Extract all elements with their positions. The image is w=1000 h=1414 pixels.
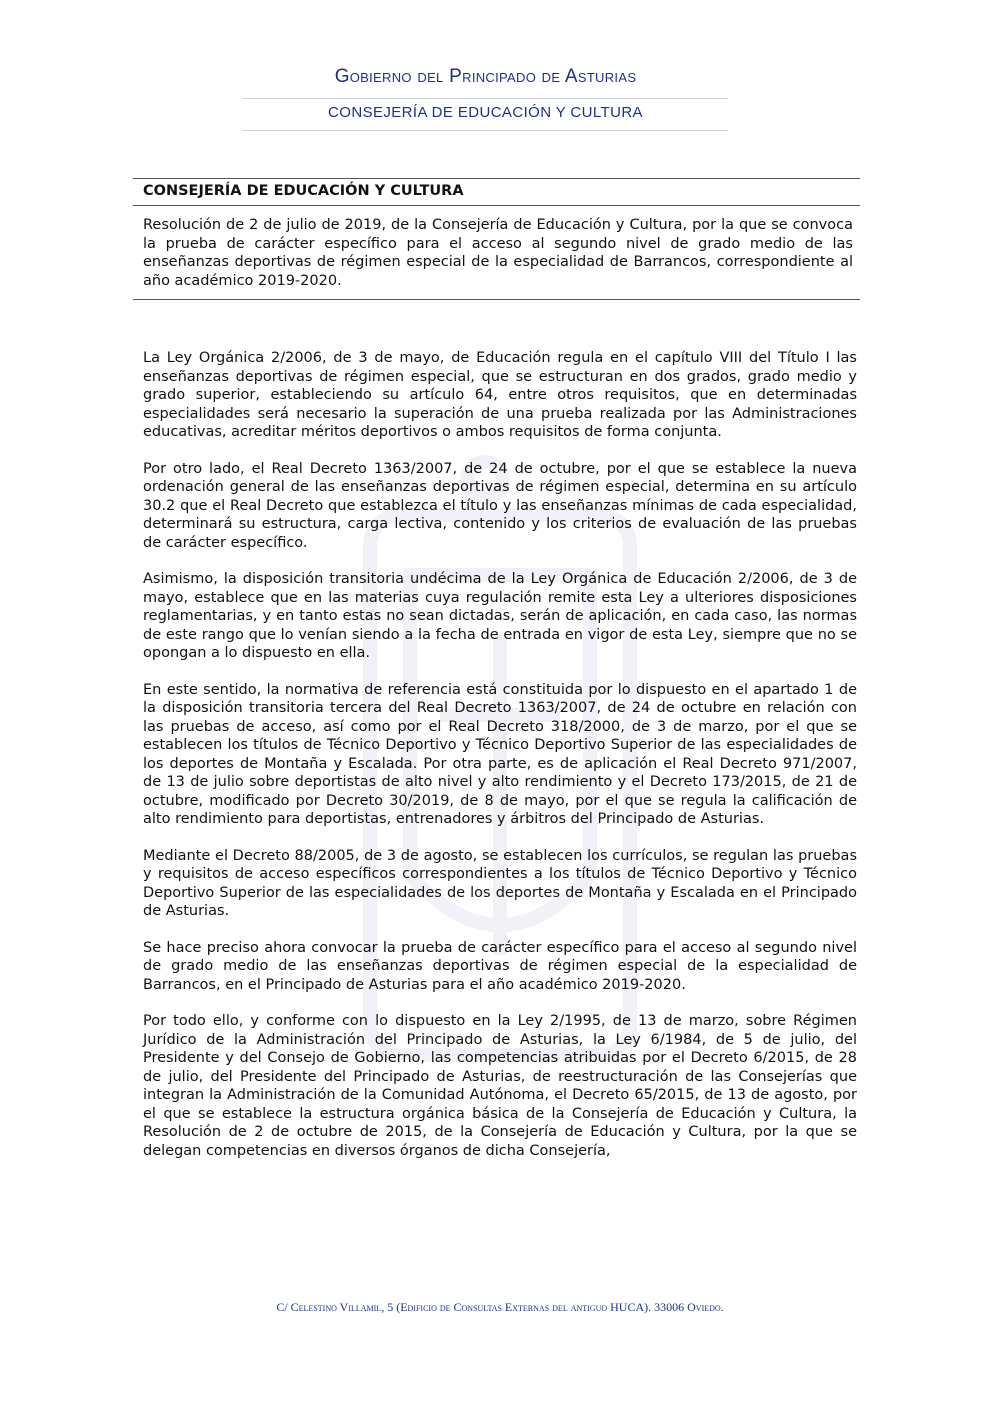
- resolution-box-top-rule: [133, 178, 860, 179]
- body-paragraph: Por todo ello, y conforme con lo dispuesto en la Ley 2/1995, de 13 de marzo, sobre Régimen Jurídico de la Administración del Principado de Asturias, la Ley 6/1984, de 5 de julio, del Presidente y del Consejo de Gobierno, las competencias atribuidas por el Decreto 6/2015, de 28 de julio, del Presidente del Principado de Asturias, de reestructuración de las Consejerías que integran la Administración de la Comunidad Autónoma, el Decreto 65/2015, de 13 de agosto, por el que se establece la estructura orgánica básica de la Consejería de Educación y Cultura, la Resolución de 2 de octubre de 2015, de la Consejería de Educación y Cultura, por la que se delegan competencias en diversos órganos de dicha Consejería,: [143, 1013, 857, 1159]
- resolution-box-title-rule: [133, 205, 860, 206]
- header-divider: [243, 98, 728, 99]
- body-paragraph: La Ley Orgánica 2/2006, de 3 de mayo, de Educación regula en el capítulo VIII del Título I las enseñanzas deportivas de régimen especial, que se estructuran en dos grados, grado medio y grado superior, estableciendo su artículo 64, entre otros requisitos, que en determinadas especialidades será necesario la superación de una prueba realizada por las Administraciones educativas, acreditar méritos deportivos o ambos requisitos de forma conjunta.: [143, 350, 857, 440]
- body-paragraph: Asimismo, la disposición transitoria undécima de la Ley Orgánica de Educación 2/2006, de 3 de mayo, establece que en las materias cuya regulación remite esta Ley a ulteriores disposiciones reglamentarias, y en tanto estas no sean dictadas, serán de aplicación, en cada caso, las normas de este rango que lo venían siendo a la fecha de entrada en vigor de esta Ley, siempre que no se opongan a lo dispuesto en ella.: [143, 571, 857, 661]
- resolution-box-title: CONSEJERÍA DE EDUCACIÓN Y CULTURA: [143, 183, 464, 199]
- body-paragraph: En este sentido, la normativa de referencia está constituida por lo dispuesto en el apartado 1 de la disposición transitoria tercera del Real Decreto 1363/2007, de 24 de octubre en relación con las pruebas de acceso, así como por el Real Decreto 318/2000, de 3 de marzo, por el que se establecen los títulos de Técnico Deportivo y Técnico Deportivo Superior de las especialidades de los deportes de Montaña y Escalada. Por otra parte, es de aplicación el Real Decreto 971/2007, de 13 de julio sobre deportistas de alto nivel y alto rendimiento y el Decreto 173/2015, de 21 de octubre, modificado por Decreto 30/2019, de 8 de mayo, por el que se regula la calificación de alto rendimiento para deportistas, entrenadores y árbitros del Principado de Asturias.: [143, 681, 857, 827]
- government-name: Gobierno del Principado de Asturias: [334, 66, 637, 87]
- body-paragraph: Mediante el Decreto 88/2005, de 3 de agosto, se establecen los currículos, se regulan las pruebas y requisitos de acceso específicos correspondientes a los títulos de Técnico Deportivo y Técnico Deportivo Superior de las especialidades de los deportes de Montaña y Escalada en el Principado de Asturias.: [143, 847, 857, 919]
- resolution-box-bottom-rule: [133, 299, 860, 300]
- document-body: [143, 349, 857, 1178]
- body-paragraph: Por otro lado, el Real Decreto 1363/2007, de 24 de octubre, por el que se establece la nueva ordenación general de las enseñanzas deportivas de régimen especial, determina en su artículo 30.2 que el Real Decreto que establezca el título y las enseñanzas mínimas de cada especialidad, determinará su estructura, carga lectiva, contenido y los criterios de evaluación de las pruebas de carácter específico.: [143, 460, 857, 551]
- footer-address: C/ Celestino Villamil, 5 (Edificio de Consultas Externas del antiguo HUCA). 33006 Oviedo.: [276, 1300, 724, 1314]
- header-divider: [243, 130, 728, 131]
- department-name: CONSEJERÍA DE EDUCACIÓN Y CULTURA: [328, 104, 643, 121]
- resolution-summary: Resolución de 2 de julio de 2019, de la Consejería de Educación y Cultura, por la que se convoca la prueba de carácter específico para el acceso al segundo nivel de grado medio de las enseñanzas deportivas de régimen especial de la especialidad de Barrancos, correspondiente al año académico 2019-2020.: [143, 217, 853, 289]
- body-paragraph: Se hace preciso ahora convocar la prueba de carácter específico para el acceso al segundo nivel de grado medio de las enseñanzas deportivas de régimen especial de la especialidad de Barrancos, en el Principado de Asturias para el año académico 2019-2020.: [143, 939, 857, 993]
